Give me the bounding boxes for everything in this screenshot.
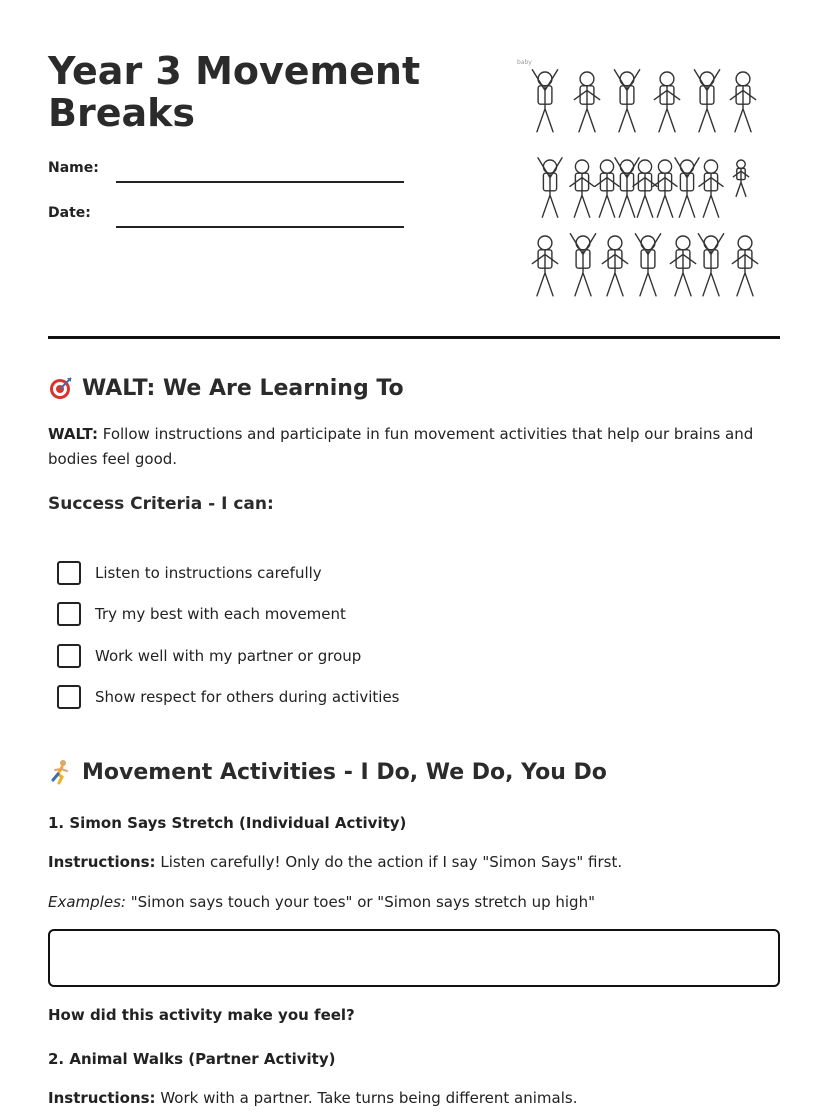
activity-title: 2. Animal Walks (Partner Activity) — [48, 1050, 336, 1068]
child-figure — [633, 160, 657, 217]
child-figure — [570, 160, 594, 217]
child-figure — [694, 70, 719, 132]
child-figure — [699, 160, 723, 217]
child-figure — [615, 158, 639, 217]
instructions-text: Listen carefully! Only do the action if I say "Simon Says" first. — [155, 853, 623, 871]
child-figure — [670, 236, 695, 296]
activities-heading-text: Movement Activities - I Do, We Do, You Do — [82, 759, 607, 785]
criteria-checkbox[interactable] — [57, 644, 81, 668]
name-label: Name: — [48, 160, 99, 176]
date-label: Date: — [48, 205, 91, 221]
child-figure — [614, 70, 639, 132]
child-figure — [532, 236, 557, 296]
child-figure — [698, 234, 723, 296]
child-figure — [732, 236, 757, 296]
criteria-label: Show respect for others during activities — [95, 688, 400, 706]
activity-instructions — [48, 850, 778, 875]
child-figure — [654, 72, 679, 132]
success-criteria-heading: Success Criteria - I can: — [48, 494, 274, 514]
answer-box[interactable] — [48, 929, 780, 987]
walt-heading-text: WALT: We Are Learning To — [82, 375, 404, 401]
running-person-icon — [48, 759, 74, 785]
child-figure — [635, 234, 660, 296]
date-field[interactable] — [116, 225, 404, 228]
instructions-text: Work with a partner. Take turns being different animals. — [155, 1089, 578, 1107]
illustration-logo: baby — [517, 59, 532, 66]
child-figure — [733, 160, 748, 196]
page-title: Year 3 Movement Breaks — [48, 49, 421, 135]
child-figure — [602, 236, 627, 296]
children-illustration — [515, 50, 765, 305]
child-figure — [532, 70, 557, 132]
criteria-checkbox[interactable] — [57, 602, 81, 626]
criteria-checkbox[interactable] — [57, 561, 81, 585]
activity-title: 1. Simon Says Stretch (Individual Activity) — [48, 814, 407, 832]
criteria-label: Try my best with each movement — [95, 605, 346, 623]
instructions-label: Instructions: — [48, 853, 156, 871]
walt-paragraph — [48, 422, 778, 472]
examples-text: "Simon says touch your toes" or "Simon says stretch up high" — [125, 893, 595, 911]
activity-instructions — [48, 1086, 778, 1111]
criteria-item — [57, 685, 400, 709]
criteria-label: Listen to instructions carefully — [95, 564, 322, 582]
target-icon — [48, 375, 74, 401]
criteria-item — [57, 561, 322, 585]
child-figure — [675, 158, 699, 217]
feel-question: How did this activity make you feel? — [48, 1006, 355, 1024]
activities-heading — [48, 759, 607, 785]
criteria-label: Work well with my partner or group — [95, 647, 362, 665]
criteria-item — [57, 644, 361, 668]
child-figure — [570, 234, 595, 296]
criteria-checkbox[interactable] — [57, 685, 81, 709]
instructions-label: Instructions: — [48, 1089, 156, 1107]
child-figure — [595, 160, 619, 217]
walt-heading — [48, 375, 404, 401]
walt-text: Follow instructions and participate in fun movement activities that help our brains and bodies feel good. — [48, 425, 754, 468]
child-figure — [730, 72, 755, 132]
activity-examples — [48, 890, 778, 915]
name-field[interactable] — [116, 180, 404, 183]
child-figure — [653, 160, 677, 217]
criteria-item — [57, 602, 346, 626]
child-figure — [574, 72, 599, 132]
walt-label: WALT: — [48, 425, 98, 443]
child-figure — [538, 158, 562, 217]
examples-label: Examples: — [48, 893, 126, 911]
section-divider — [48, 336, 780, 339]
